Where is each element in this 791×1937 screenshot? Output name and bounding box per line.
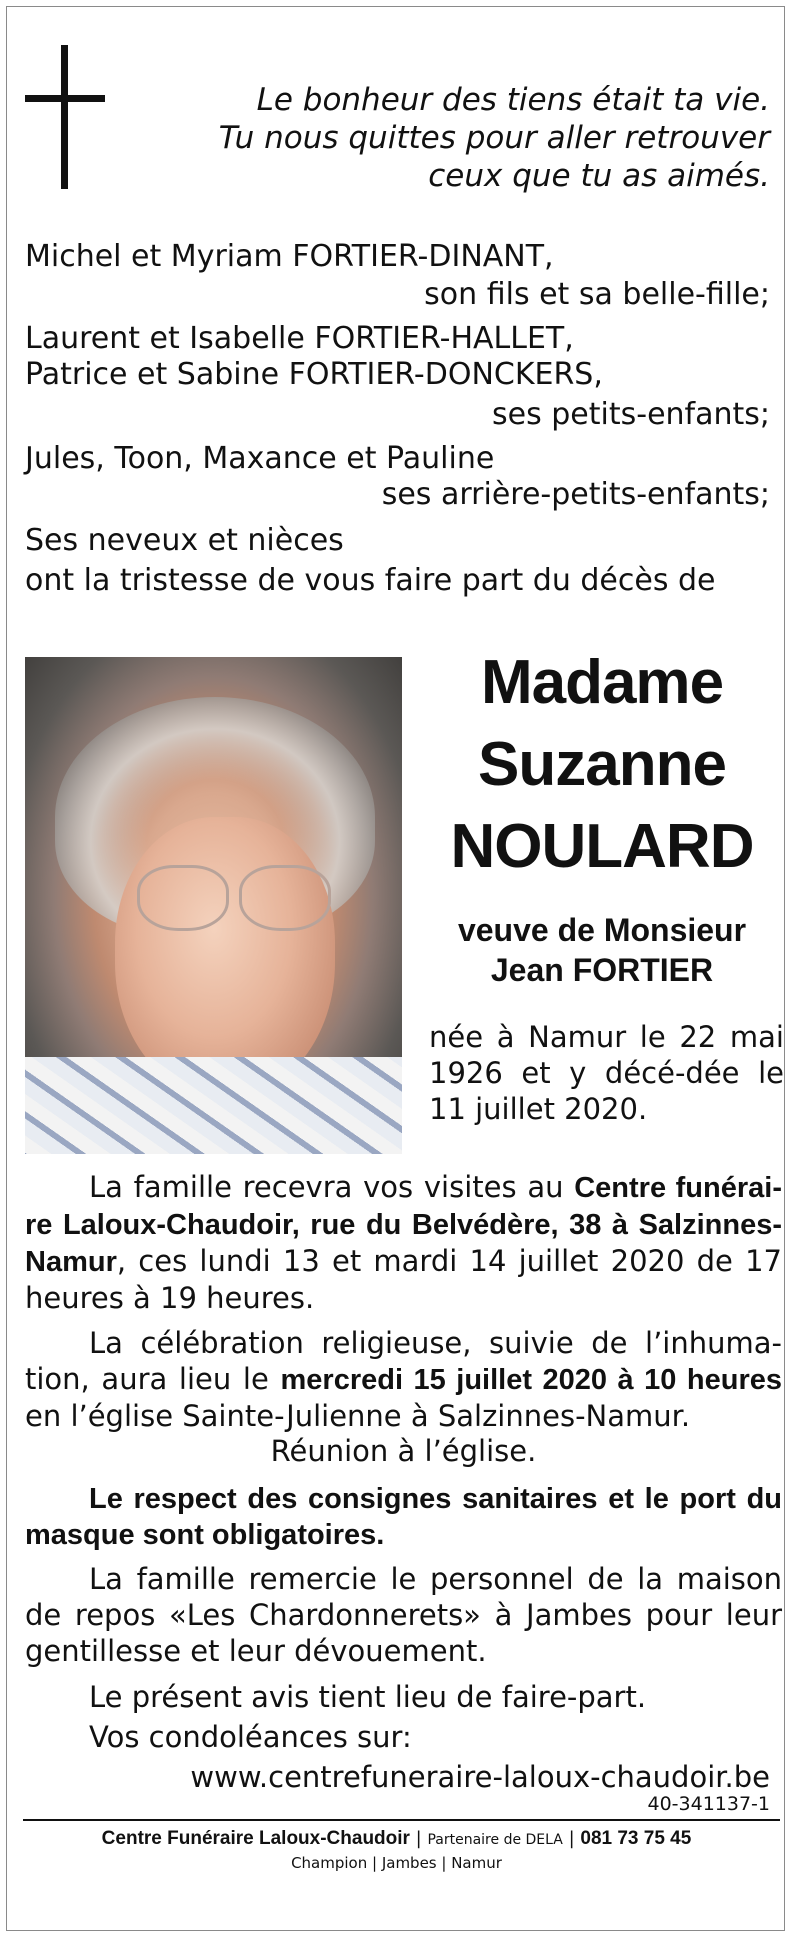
family-relation: son fils et sa belle-fille; xyxy=(424,277,770,312)
widow-line: veuve de Monsieur xyxy=(457,912,747,948)
funeral-home-name: Centre Funéraire Laloux-Chaudoir xyxy=(101,1828,410,1849)
portrait-photo xyxy=(25,657,402,1154)
family-relation: ses arrière-petits-enfants; xyxy=(381,477,770,512)
epitaph-line: ceux que tu as aimés. xyxy=(428,158,770,194)
faire-part-note: Le présent avis tient lieu de faire-part. xyxy=(89,1680,647,1714)
family-relation: ses petits-enfants; xyxy=(492,397,770,432)
footer-divider xyxy=(23,1819,780,1821)
deceased-last-name: NOULARD xyxy=(450,812,754,881)
family-line: Jules, Toon, Maxance et Pauline xyxy=(25,441,495,476)
birth-death-info: née à Namur le 22 mai 1926 et y décé-dée le 11 juillet 2020. xyxy=(429,1020,784,1126)
announcement-line: ont la tristesse de vous faire part du décès de xyxy=(25,563,716,598)
family-line: Laurent et Isabelle FORTIER-HALLET, xyxy=(25,321,574,356)
family-line: Ses neveux et nièces xyxy=(25,523,344,558)
visits-location: Centre funérai-re Laloux-Chaudoir, rue du Belvédère, 38 à Salzinnes-Namur xyxy=(25,1172,782,1278)
thanks-paragraph: La famille remercie le personnel de la maison de repos «Les Chardonnerets» à Jambes pour leur gentillesse et leur dévouement. xyxy=(25,1562,782,1668)
widow-name: Jean FORTIER xyxy=(490,952,714,988)
footer-separator: | xyxy=(562,1828,581,1849)
footer-main xyxy=(7,1827,786,1852)
sanitary-notice: Le respect des consignes sanitaires et le port du masque sont obligatoires. xyxy=(25,1483,782,1551)
footer-separator: | xyxy=(409,1828,428,1849)
meeting-note: Réunion à l’église. xyxy=(270,1434,537,1468)
epitaph-line: Tu nous quittes pour aller retrouver xyxy=(218,120,770,156)
ceremony-place: en l’église Sainte-Julienne à Salzinnes-Namur. xyxy=(25,1399,691,1433)
website-link[interactable]: www.centrefuneraire-laloux-chaudoir.be xyxy=(190,1760,770,1794)
visits-paragraph xyxy=(25,1169,782,1316)
family-line: Patrice et Sabine FORTIER-DONCKERS, xyxy=(25,357,603,392)
visits-dates: , ces lundi 13 et mardi 14 juillet 2020 de 17 heures à 19 heures. xyxy=(25,1244,782,1315)
reference-number: 40-341137-1 xyxy=(647,1793,770,1815)
deceased-first-name: Suzanne xyxy=(478,730,726,799)
footer-locations: Champion | Jambes | Namur xyxy=(291,1854,502,1872)
ceremony-datetime: mercredi 15 juillet 2020 à 10 heures xyxy=(280,1364,782,1396)
deceased-title: Madame xyxy=(480,648,724,717)
phone-number: 081 73 75 45 xyxy=(580,1828,692,1849)
visits-text: La famille recevra vos visites au xyxy=(89,1170,575,1204)
epitaph xyxy=(150,81,770,195)
family-line: Michel et Myriam FORTIER-DINANT, xyxy=(25,239,554,274)
ceremony-paragraph xyxy=(25,1325,782,1434)
partner-text: Partenaire de DELA xyxy=(427,1832,563,1848)
condolences-label: Vos condoléances sur: xyxy=(89,1720,412,1754)
obituary-notice xyxy=(6,6,785,1931)
epitaph-line: Le bonheur des tiens était ta vie. xyxy=(256,82,770,118)
ceremony-text: La célébration religieuse, suivie de l’inhuma-tion, aura lieu le xyxy=(25,1326,782,1396)
